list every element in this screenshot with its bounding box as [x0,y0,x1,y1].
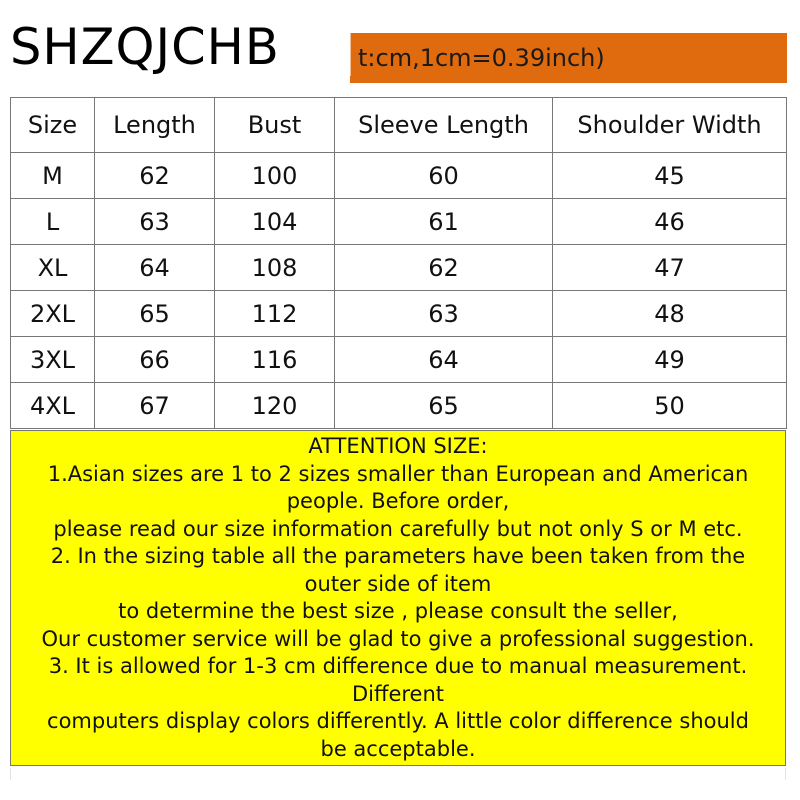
table-row [11,245,787,291]
table-row [11,199,787,245]
attention-line: to determine the best size , please consult the seller, [118,599,678,623]
cell-length: 63 [95,199,215,245]
cell-shoulder-width: 50 [553,383,787,429]
table-row [11,153,787,199]
cell-size: XL [11,245,95,291]
cell-length: 66 [95,337,215,383]
attention-line: outer side of item [304,571,492,596]
size-table [10,97,787,429]
cell-shoulder-width: 46 [553,199,787,245]
cell-bust: 108 [215,245,335,291]
cell-size: 3XL [11,337,95,383]
cell-length: 64 [95,245,215,291]
header-length: Length [95,98,215,153]
cell-length: 65 [95,291,215,337]
cell-shoulder-width: 47 [553,245,787,291]
table-header-row [11,98,787,153]
cell-size: M [11,153,95,199]
bottom-divider [10,768,786,780]
cell-sleeve-length: 64 [335,337,553,383]
cell-length: 67 [95,383,215,429]
cell-sleeve-length: 65 [335,383,553,429]
cell-sleeve-length: 61 [335,199,553,245]
brand-watermark: SHZQJCHB [10,18,351,76]
attention-line: please read our size information carefully but not only S or M etc. [53,516,743,541]
attention-line: Our customer service will be glad to give a professional suggestion. [41,626,755,651]
cell-shoulder-width: 49 [553,337,787,383]
attention-title: ATTENTION SIZE: [308,434,488,458]
cell-size: L [11,199,95,245]
cell-size: 4XL [11,383,95,429]
cell-bust: 100 [215,153,335,199]
header-size: Size [11,98,95,153]
cell-length: 62 [95,153,215,199]
attention-line: be acceptable. [320,736,476,761]
attention-line: Different [351,681,445,706]
table-row [11,337,787,383]
attention-line: 3. It is allowed for 1-3 cm difference due to manual measurement. [48,654,748,678]
header-shoulder-width: Shoulder Width [553,98,787,153]
cell-bust: 120 [215,383,335,429]
cell-shoulder-width: 48 [553,291,787,337]
table-row [11,291,787,337]
header-bust: Bust [215,98,335,153]
attention-line: 1.Asian sizes are 1 to 2 sizes smaller than European and American [47,461,749,486]
cell-bust: 104 [215,199,335,245]
cell-sleeve-length: 62 [335,245,553,291]
cell-shoulder-width: 45 [553,153,787,199]
attention-notice [10,430,786,766]
cell-size: 2XL [11,291,95,337]
header-sleeve-length: Sleeve Length [335,98,553,153]
table-row [11,383,787,429]
cell-bust: 112 [215,291,335,337]
attention-line: 2. In the sizing table all the parameters have been taken from the [50,544,746,568]
unit-note-banner: t:cm,1cm=0.39inch) [350,33,787,83]
attention-line: computers display colors differently. A little color difference should [47,709,749,733]
cell-bust: 116 [215,337,335,383]
cell-sleeve-length: 60 [335,153,553,199]
cell-sleeve-length: 63 [335,291,553,337]
attention-line: people. Before order, [286,489,510,513]
